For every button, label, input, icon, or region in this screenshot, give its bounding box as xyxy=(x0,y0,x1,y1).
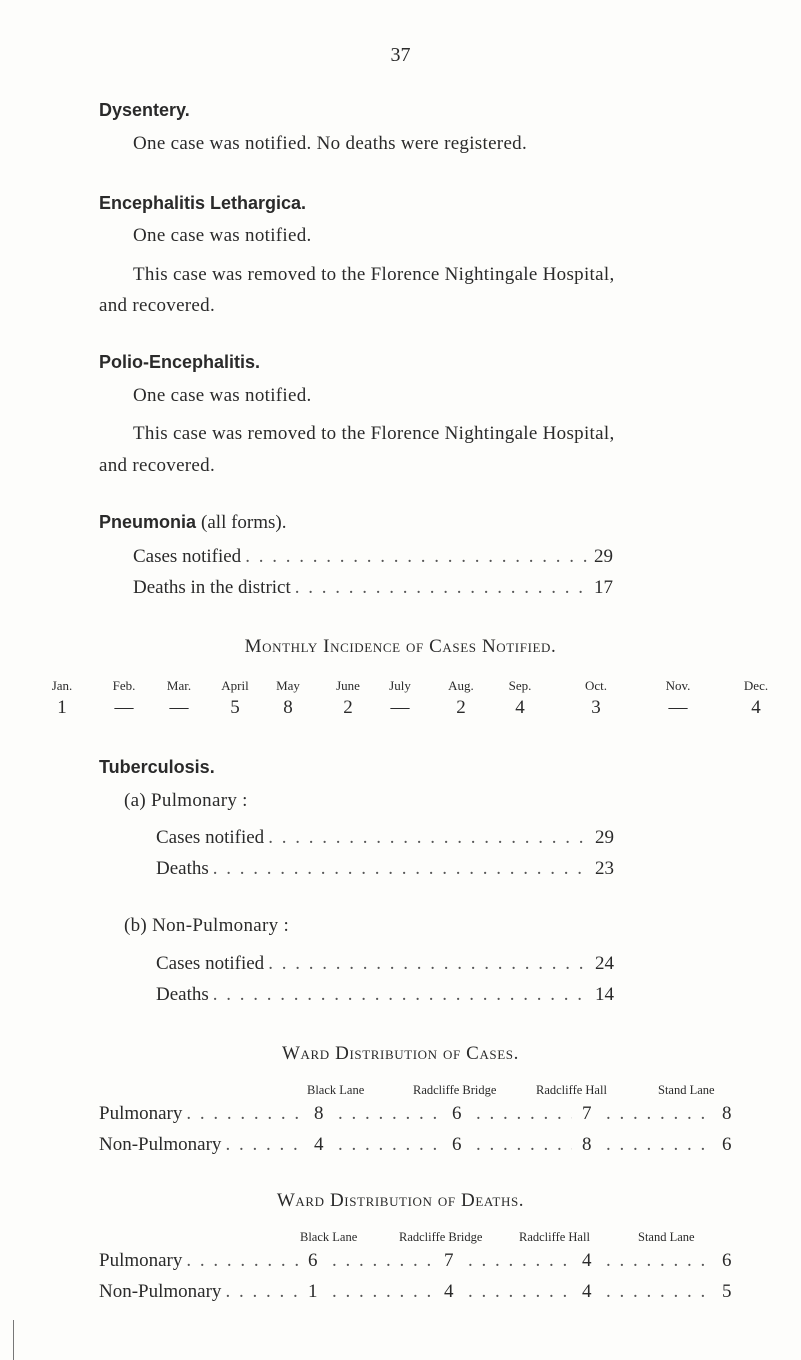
tb-pulmonary-cases-label: Cases notified xyxy=(156,827,265,848)
ward-cases-cell: 4 xyxy=(314,1134,324,1155)
leader-dots-row xyxy=(328,1281,438,1303)
leader-dots xyxy=(268,827,588,849)
ward-deaths-row xyxy=(99,1281,304,1303)
tb-pulmonary-heading: (a) Pulmonary : xyxy=(124,790,248,811)
leader-dots-row xyxy=(328,1250,438,1272)
pneumonia-cases-line xyxy=(133,546,613,568)
polio-text-3: and recovered. xyxy=(99,455,216,476)
dysentery-heading: Dysentery. xyxy=(99,100,190,120)
encephalitis-text-3: and recovered. xyxy=(99,295,216,316)
month-label: Sep. xyxy=(508,678,532,693)
leader-dots-row xyxy=(472,1103,576,1125)
tb-pulmonary-cases-line xyxy=(156,827,614,849)
leader-dots xyxy=(332,1281,434,1303)
ward-deaths-cell: 1 xyxy=(308,1281,318,1302)
ward-cases-row-label: Pulmonary xyxy=(99,1103,183,1124)
month-value: 3 xyxy=(591,697,601,718)
month-label: July xyxy=(389,678,411,693)
ward-deaths-cell: 4 xyxy=(582,1281,592,1302)
ward-cases-row xyxy=(99,1103,309,1125)
pneumonia-deaths-line xyxy=(133,577,613,599)
tb-pulmonary-deaths-label: Deaths xyxy=(156,858,209,879)
ward-cases-cell: 8 xyxy=(722,1103,732,1124)
leader-dots xyxy=(332,1250,434,1272)
leader-dots xyxy=(606,1281,714,1303)
ward-deaths-col-header: Stand Lane xyxy=(638,1230,695,1244)
month-label: Jan. xyxy=(51,678,73,693)
monthly-caption: Monthly Incidence of Cases Notified. xyxy=(244,636,557,657)
leader-dots xyxy=(606,1103,714,1125)
pneumonia-cases-label: Cases notified xyxy=(133,546,242,567)
ward-deaths-col-header: Radcliffe Bridge xyxy=(399,1230,483,1244)
month-value: 8 xyxy=(283,697,293,718)
ward-cases-cell: 6 xyxy=(452,1103,462,1124)
leader-dots xyxy=(338,1103,442,1125)
month-value: — xyxy=(114,697,134,718)
leader-dots xyxy=(213,984,588,1006)
leader-dots xyxy=(186,1250,300,1272)
month-label: Aug. xyxy=(448,678,474,693)
tb-non-pulmonary-cases-line xyxy=(156,953,614,975)
leader-dots xyxy=(476,1134,572,1156)
leader-dots xyxy=(186,1103,305,1125)
month-label: Feb. xyxy=(112,678,136,693)
tb-non-pulmonary-cases-value: 24 xyxy=(595,953,614,974)
pneumonia-deaths-value: 17 xyxy=(594,577,613,598)
ward-cases-cell: 6 xyxy=(722,1134,732,1155)
month-value: 4 xyxy=(751,697,761,718)
ward-deaths-cell: 7 xyxy=(444,1250,454,1271)
leader-dots-row xyxy=(602,1134,718,1156)
month-label: April xyxy=(221,678,249,693)
leader-dots-row xyxy=(464,1281,578,1303)
ward-cases-col-header: Radcliffe Bridge xyxy=(413,1083,497,1097)
ward-cases-caption: Ward Distribution of Cases. xyxy=(282,1043,519,1064)
leader-dots-row xyxy=(602,1103,718,1125)
polio-text-1: One case was notified. xyxy=(133,385,312,406)
ward-cases-col-header: Stand Lane xyxy=(658,1083,715,1097)
ward-deaths-row-label: Pulmonary xyxy=(99,1250,183,1271)
leader-dots-row xyxy=(464,1250,578,1272)
ward-cases-cell: 7 xyxy=(582,1103,592,1124)
leader-dots-row xyxy=(602,1250,718,1272)
encephalitis-text-2: This case was removed to the Florence Nightingale Hospital, xyxy=(133,264,615,285)
leader-dots xyxy=(268,953,588,975)
tb-non-pulmonary-deaths-line xyxy=(156,984,614,1006)
month-label: Dec. xyxy=(743,678,769,693)
pneumonia-heading-suffix: (all forms). xyxy=(201,512,287,533)
leader-dots xyxy=(213,858,588,880)
leader-dots xyxy=(225,1281,300,1303)
tb-pulmonary-cases-value: 29 xyxy=(595,827,614,848)
leader-dots xyxy=(468,1281,574,1303)
pneumonia-heading xyxy=(99,512,287,534)
ward-deaths-cell: 6 xyxy=(722,1250,732,1271)
polio-text-2: This case was removed to the Florence Nightingale Hospital, xyxy=(133,423,615,444)
ward-deaths-cell: 4 xyxy=(444,1281,454,1302)
ward-deaths-cell: 5 xyxy=(722,1281,732,1302)
leader-dots xyxy=(225,1134,305,1156)
leader-dots-row xyxy=(334,1103,446,1125)
leader-dots xyxy=(606,1134,714,1156)
leader-dots xyxy=(295,577,587,599)
month-value: — xyxy=(390,697,410,718)
scan-edge-mark xyxy=(13,1320,14,1360)
leader-dots xyxy=(476,1103,572,1125)
pneumonia-deaths-label: Deaths in the district xyxy=(133,577,291,598)
month-label: Oct. xyxy=(584,678,608,693)
ward-cases-cell: 8 xyxy=(314,1103,324,1124)
leader-dots xyxy=(468,1250,574,1272)
encephalitis-text-1: One case was notified. xyxy=(133,225,312,246)
page-number: 37 xyxy=(390,44,411,66)
leader-dots-row xyxy=(602,1281,718,1303)
ward-deaths-caption: Ward Distribution of Deaths. xyxy=(276,1190,525,1211)
tb-pulmonary-deaths-line xyxy=(156,858,614,880)
month-value: — xyxy=(169,697,189,718)
leader-dots-row xyxy=(334,1134,446,1156)
dysentery-text: One case was notified. No deaths were registered. xyxy=(133,133,528,154)
ward-deaths-col-header: Black Lane xyxy=(300,1230,358,1244)
ward-cases-col-header: Black Lane xyxy=(307,1083,365,1097)
month-value: 2 xyxy=(456,697,466,718)
tb-non-pulmonary-deaths-label: Deaths xyxy=(156,984,209,1005)
tb-non-pulmonary-deaths-value: 14 xyxy=(595,984,614,1005)
month-label: Nov. xyxy=(665,678,691,693)
tb-pulmonary-deaths-value: 23 xyxy=(595,858,614,879)
month-label: June xyxy=(336,678,360,693)
ward-cases-row xyxy=(99,1134,309,1156)
month-value: 5 xyxy=(230,697,240,718)
leader-dots xyxy=(338,1134,442,1156)
leader-dots xyxy=(606,1250,714,1272)
month-value: 2 xyxy=(343,697,353,718)
ward-cases-cell: 8 xyxy=(582,1134,592,1155)
encephalitis-heading: Encephalitis Lethargica. xyxy=(99,193,307,213)
tb-non-pulmonary-cases-label: Cases notified xyxy=(156,953,265,974)
month-label: Mar. xyxy=(166,678,192,693)
leader-dots-row xyxy=(472,1134,576,1156)
ward-cases-col-header: Radcliffe Hall xyxy=(536,1083,607,1097)
month-value: — xyxy=(668,697,688,718)
month-value: 4 xyxy=(515,697,525,718)
ward-deaths-row xyxy=(99,1250,304,1272)
leader-dots xyxy=(245,546,587,568)
ward-deaths-col-header: Radcliffe Hall xyxy=(519,1230,590,1244)
ward-cases-row-label: Non-Pulmonary xyxy=(99,1134,222,1155)
polio-heading: Polio-Encephalitis. xyxy=(99,352,261,372)
pneumonia-heading-main: Pneumonia xyxy=(99,512,197,532)
ward-deaths-cell: 4 xyxy=(582,1250,592,1271)
tuberculosis-heading: Tuberculosis. xyxy=(99,757,215,777)
pneumonia-cases-value: 29 xyxy=(594,546,613,567)
ward-deaths-cell: 6 xyxy=(308,1250,318,1271)
ward-deaths-row-label: Non-Pulmonary xyxy=(99,1281,222,1302)
month-label: May xyxy=(276,678,300,693)
ward-cases-cell: 6 xyxy=(452,1134,462,1155)
tb-non-pulmonary-heading: (b) Non-Pulmonary : xyxy=(124,915,290,936)
month-value: 1 xyxy=(57,697,67,718)
